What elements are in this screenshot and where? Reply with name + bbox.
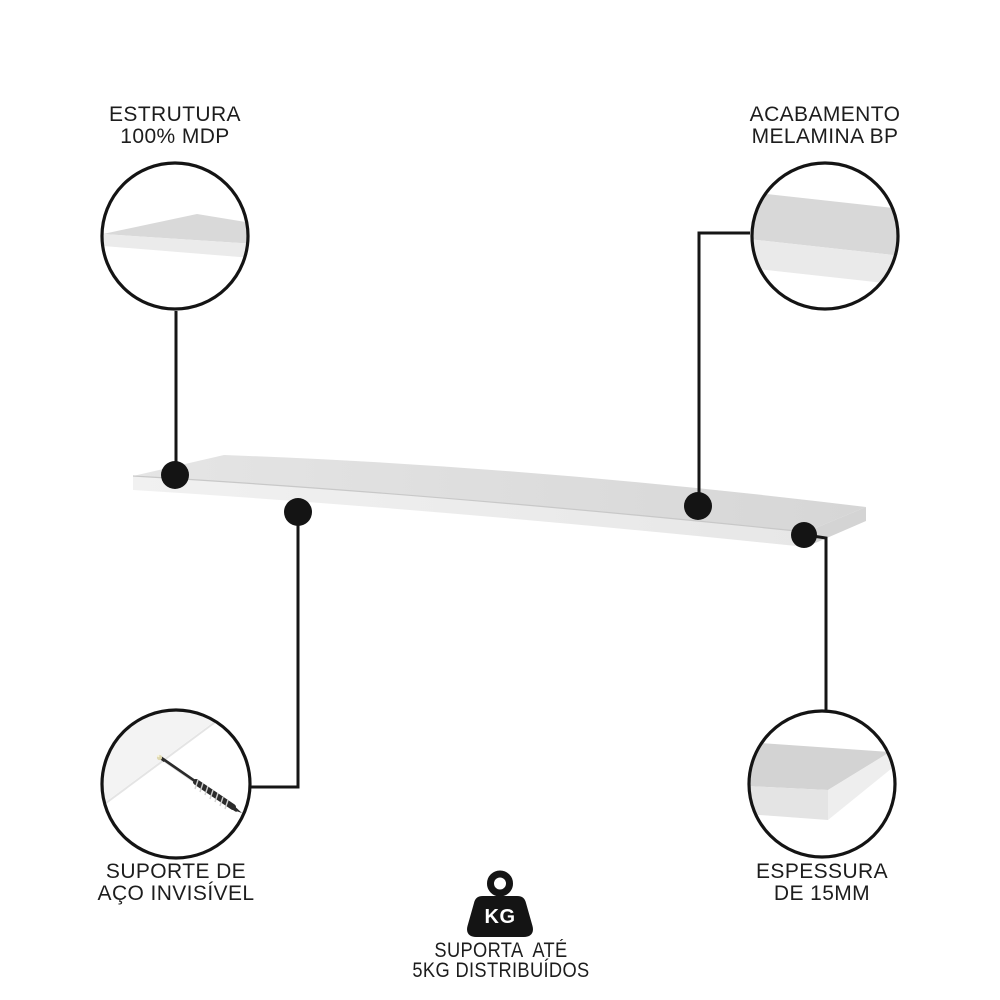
detail-circle-support <box>100 704 250 858</box>
label-capacity <box>388 941 614 981</box>
detail-circle-finish <box>748 163 902 309</box>
anchor-dot-thickness <box>791 522 817 548</box>
connector-finish <box>699 233 750 506</box>
label-support-line2: AÇO INVISÍVEL <box>97 881 255 905</box>
shelf-illustration <box>133 455 866 547</box>
label-structure <box>45 104 305 147</box>
label-finish-line2: MELAMINA BP <box>751 124 899 148</box>
label-thickness-line1: ESPESSURA <box>756 860 888 883</box>
label-structure-line1: ESTRUTURA <box>109 103 241 126</box>
label-structure-line2: 100% MDP <box>120 124 230 148</box>
connector-support <box>251 512 298 787</box>
kg-weight-icon <box>467 874 533 937</box>
label-support-line1: SUPORTE DE <box>105 860 247 883</box>
label-finish <box>695 104 955 147</box>
label-capacity-line1: SUPORTA ATÉ <box>434 939 568 962</box>
label-capacity-line2: 5KG DISTRIBUÍDOS <box>412 959 590 982</box>
connector-thickness <box>806 535 826 711</box>
detail-circle-structure <box>102 163 258 309</box>
label-finish-line1: ACABAMENTO <box>749 103 901 126</box>
anchor-dot-support <box>284 498 312 526</box>
anchor-dot-finish <box>684 492 712 520</box>
anchor-dot-structure <box>161 461 189 489</box>
label-thickness <box>692 861 952 904</box>
label-support <box>46 861 306 904</box>
label-thickness-line2: DE 15MM <box>773 881 871 905</box>
detail-circle-thickness <box>746 711 902 857</box>
weight-handle-ring <box>491 874 510 893</box>
kg-badge-label: KG <box>484 906 516 928</box>
